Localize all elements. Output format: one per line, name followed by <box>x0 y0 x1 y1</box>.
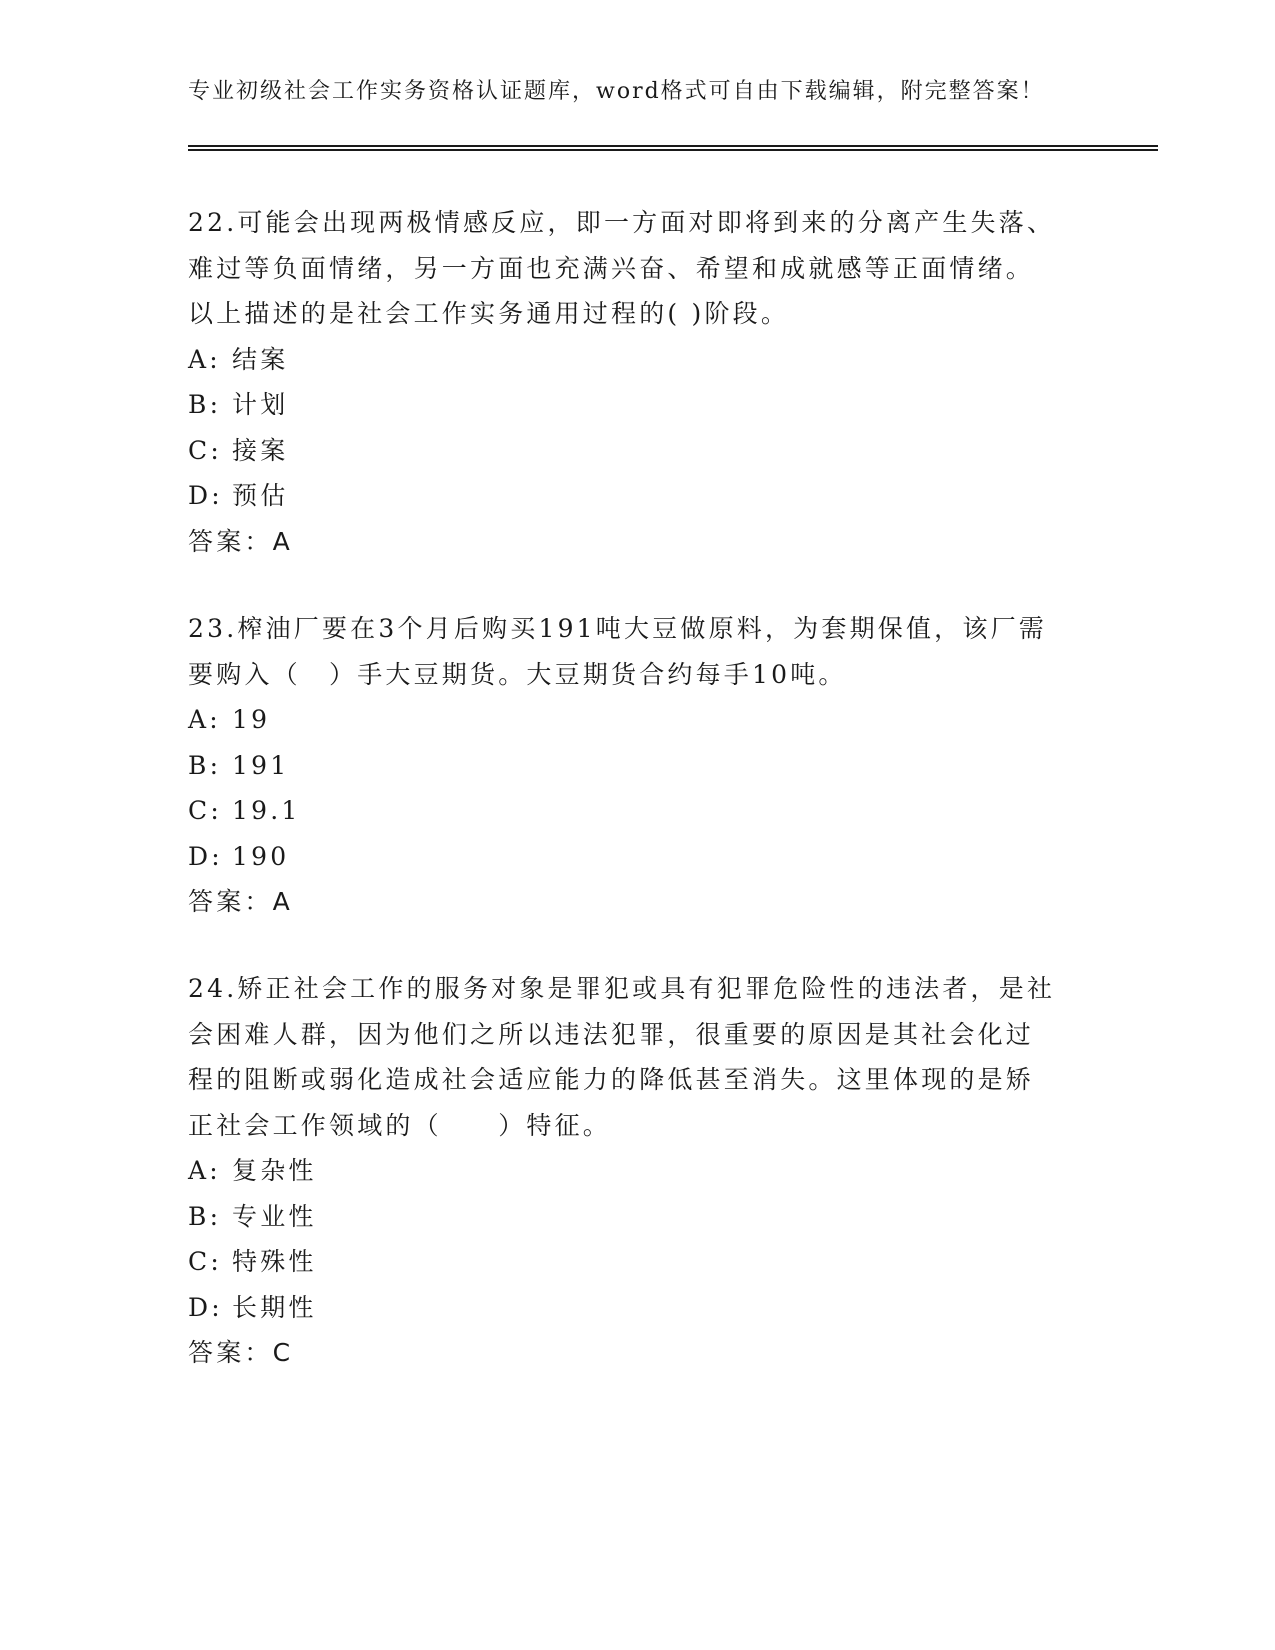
question-text-line: 24.矫正社会工作的服务对象是罪犯或具有犯罪危险性的违法者，是社 <box>188 974 1056 1003</box>
page-header: 专业初级社会工作实务资格认证题库，word格式可自由下载编辑，附完整答案！ <box>188 79 1045 104</box>
option-letter: D: <box>188 1292 223 1322</box>
option-letter: C: <box>188 796 222 825</box>
answer: 答案：A <box>188 526 293 556</box>
question-text-line: 以上描述的是社会工作实务通用过程的( )阶段。 <box>188 299 790 328</box>
option-text: 预估 <box>232 481 289 510</box>
option-text: 复杂性 <box>232 1156 317 1185</box>
option-letter: A: <box>188 705 221 734</box>
option-d <box>188 1285 1088 1331</box>
option-a <box>188 337 1088 383</box>
option-letter: C: <box>188 435 222 465</box>
question-text-line: 程的阻断或弱化造成社会适应能力的降低甚至消失。这里体现的是矫 <box>188 1065 1035 1094</box>
option-text: 专业性 <box>232 1201 317 1231</box>
option-letter: A: <box>188 1156 221 1185</box>
option-letter: A: <box>188 344 221 374</box>
question-22 <box>188 200 1088 564</box>
option-text: 191 <box>232 750 290 780</box>
answer: 答案：C <box>188 1338 294 1367</box>
question-text-line: 要购入（ ）手大豆期货。大豆期货合约每手10吨。 <box>188 659 847 689</box>
option-b <box>188 382 1088 428</box>
question-text-line: 难过等负面情绪，另一方面也充满兴奋、希望和成就感等正面情绪。 <box>188 253 1035 283</box>
question-text-line: 22.可能会出现两极情感反应，即一方面对即将到来的分离产生失落、 <box>188 208 1056 237</box>
option-letter: D: <box>188 481 223 510</box>
question-23 <box>188 606 1088 925</box>
option-letter: C: <box>188 1247 222 1276</box>
answer: 答案：A <box>188 887 293 916</box>
option-text: 接案 <box>232 435 289 465</box>
option-a <box>188 1148 1088 1194</box>
option-c <box>188 788 1088 834</box>
option-text: 19.1 <box>232 796 301 825</box>
option-text: 计划 <box>232 390 289 419</box>
question-text-line: 正社会工作领域的（ ）特征。 <box>188 1110 612 1140</box>
option-c <box>188 1239 1088 1285</box>
option-letter: B: <box>188 1201 222 1231</box>
option-text: 190 <box>232 841 290 871</box>
option-text: 结案 <box>232 344 289 374</box>
option-d <box>188 473 1088 519</box>
question-24 <box>188 966 1088 1376</box>
option-letter: D: <box>188 841 223 871</box>
option-letter: B: <box>188 750 222 780</box>
option-b <box>188 743 1088 789</box>
option-letter: B: <box>188 390 222 419</box>
option-a <box>188 697 1088 743</box>
header-divider <box>188 145 1158 151</box>
option-b <box>188 1194 1088 1240</box>
question-text-line: 会困难人群，因为他们之所以违法犯罪，很重要的原因是其社会化过 <box>188 1019 1035 1049</box>
option-c <box>188 428 1088 474</box>
option-text: 长期性 <box>232 1292 317 1322</box>
option-text: 19 <box>232 705 271 734</box>
option-text: 特殊性 <box>232 1247 317 1276</box>
option-d <box>188 834 1088 880</box>
question-text-line: 23.榨油厂要在3个月后购买191吨大豆做原料，为套期保值，该厂需 <box>188 614 1047 643</box>
